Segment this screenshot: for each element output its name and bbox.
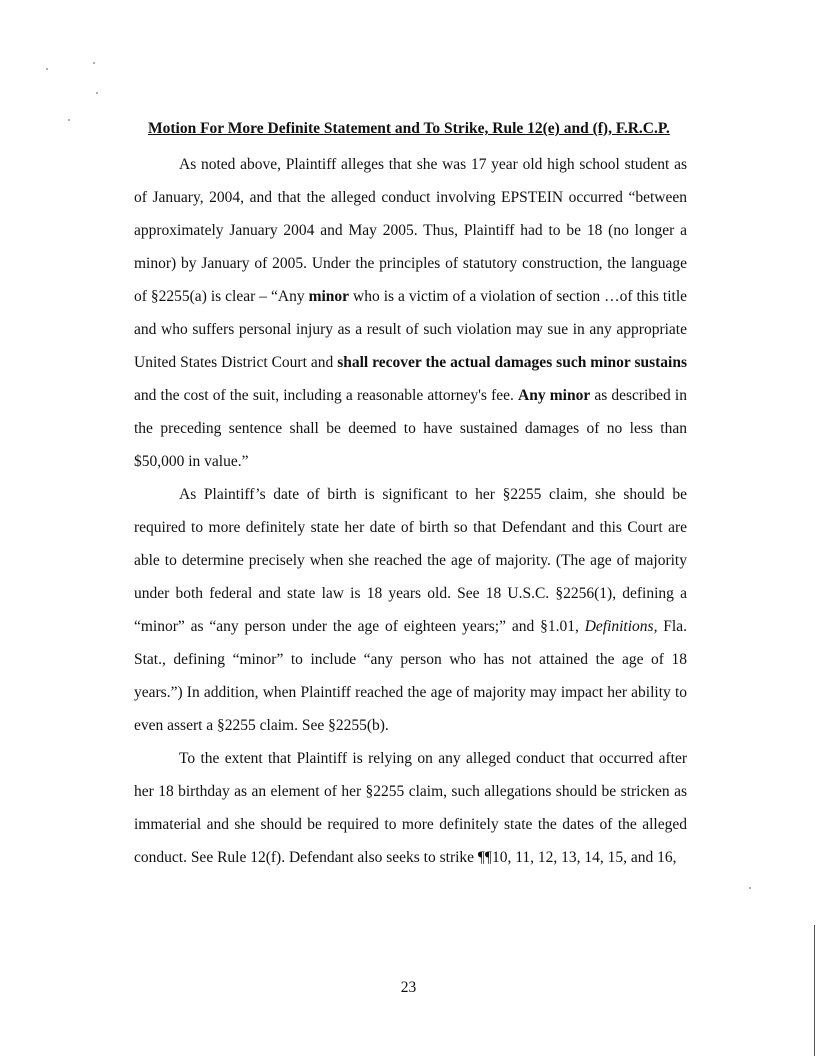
page-number: 23: [400, 979, 417, 996]
scan-speck: [68, 119, 70, 121]
text-run-italic: Definitions,: [584, 618, 658, 635]
text-run: As noted above, Plaintiff alleges that she was 17 year old high school student as of January, 2004, and that the alleged conduct involving EPSTEIN occurred “between approximately January 2004 and May 2005. Thus, Plaintiff had to be 18 (no longer a minor) by January of 2005. Under the principles of statutory construction, the language of §2255(a) is clear – “Any: [134, 156, 687, 305]
scan-edge-line: [814, 925, 815, 1056]
text-run: and the cost of the suit, including a reasonable attorney's fee.: [134, 387, 519, 404]
paragraph-3: [134, 742, 687, 874]
text-run: as described in the preceding sentence shall be deemed to have sustained damages of no less than $50,000 in value.”: [134, 387, 687, 470]
text-run: To the extent that Plaintiff is relying on any alleged conduct that occurred after her 18 birthday as an element of her §2255 claim, such allegations should be stricken as immaterial and she should be required to more definitely state the dates of the alleged conduct. See Rule 12(f). Defendant also seeks to strike ¶¶10, 11, 12, 13, 14, 15, and 16,: [134, 750, 687, 866]
text-run: As Plaintiff’s date of birth is significant to her §2255 claim, she should be required to more definitely state her date of birth so that Defendant and this Court are able to determine precisely when she reached the age of majority. (The age of majority under both federal and state law is 18 years old. See 18 U.S.C. §2256(1), defining a “minor” as “any person under the age of eighteen years;” and §1.01,: [134, 486, 687, 635]
scan-speck: [93, 62, 95, 64]
text-run-bold: Any minor: [518, 387, 591, 404]
scan-speck: [46, 68, 48, 70]
section-heading: Motion For More Definite Statement and To Strike, Rule 12(e) and (f), F.R.C.P.: [148, 120, 670, 137]
body-text: [134, 148, 687, 874]
scan-speck: [749, 887, 751, 889]
scan-speck: [96, 92, 98, 94]
text-run: who is a victim of a violation of section …of this title and who suffers personal injury as a result of such violation may sue in any appropriate United States District Court and: [134, 288, 688, 371]
paragraph-1: [134, 148, 687, 478]
paragraph-2: [134, 478, 687, 742]
text-run: Fla. Stat., defining “minor” to include “any person who has not attained the age of 18 years.”) In addition, when Plaintiff reached the age of majority may impact her ability to even assert a §2255 claim. See §2255(b).: [134, 618, 687, 734]
text-run-bold: minor: [308, 288, 350, 305]
text-run-bold: shall recover the actual damages such minor sustains: [337, 354, 688, 371]
